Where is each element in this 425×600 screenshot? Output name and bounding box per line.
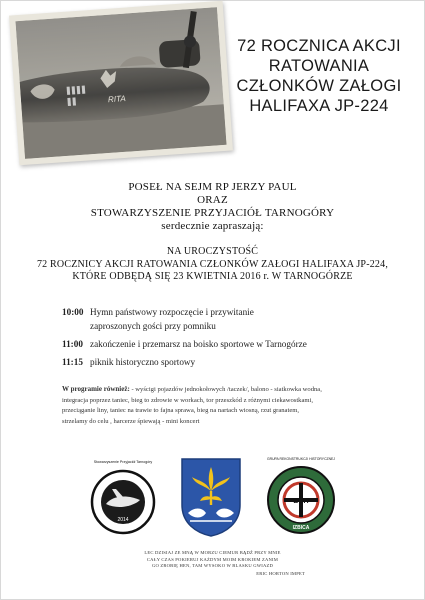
association-seal-logo [90, 460, 156, 535]
schedule-row [56, 338, 416, 352]
coat-of-arms-icon [180, 457, 242, 537]
quote-line-3: GO ZROBIĘ HEN, TAM WYSOKO W BLASKU GWIAZD [151, 563, 274, 568]
program-line-4: strzelamy do celu , harcerze śpiewają - mini koncert [62, 418, 200, 426]
coat-of-arms-logo [180, 457, 242, 537]
seal-icon [90, 469, 156, 535]
title-line-4: HALIFAXA JP-224 [249, 97, 389, 115]
logos-row [0, 455, 425, 545]
nose-art-text: RITA [107, 93, 127, 105]
reconstruction-ring-text: GRUPA REKONSTRUKCJI HISTORYCZNEJ [266, 457, 335, 461]
title-line-3: CZŁONKÓW ZAŁOGI [236, 77, 402, 95]
event-line-ceremony: NA UROCZYSTOŚĆ [166, 246, 259, 257]
schedule-desc: zaproszonych gości przy pomniku [90, 321, 216, 331]
quote-line-1: LEC DZISIAJ ZE MNĄ W MORZU CIEMUR BĄDŹ PRZY MNIE [144, 550, 281, 555]
closing-quote [120, 550, 305, 577]
seal-ring-text: Stowarzyszenie Przyjaciół Tarnogóry [93, 460, 153, 464]
reconstruction-letters: BCH [293, 498, 309, 505]
reconstruction-group-logo [266, 457, 336, 535]
schedule [56, 306, 416, 370]
seal-year: 2014 [117, 517, 129, 523]
title-line-2: RATOWANIA [268, 57, 370, 75]
invitation-line-and: ORAZ [197, 194, 228, 206]
poster-title [224, 36, 414, 116]
event-line-date: KTÓRE ODBĘDĄ SIĘ 23 KWIETNIA 2016 r. W TARNOGÓRZE [72, 271, 353, 282]
program-text [62, 384, 367, 428]
schedule-desc: Hymn państwowy rozpoczęcie i przywitanie [90, 307, 254, 317]
invitation-line-invite: serdecznie zapraszają: [161, 220, 264, 232]
event-line-anniversary: 72 ROCZNICY AKCJI RATOWANIA CZŁONKÓW ZAŁOGI HALIFAXA JP-224, [36, 258, 389, 270]
program-line-1: - wyścigi pojazdów jednokołowych /taczek/, balono - siatkowka wodna, [129, 386, 322, 393]
schedule-row [56, 320, 416, 334]
title-line-1: 72 ROCZNICA AKCJI [237, 37, 401, 55]
schedule-desc: piknik historyczno sportowy [90, 357, 196, 367]
halifax-photo [9, 1, 233, 166]
reconstruction-town: IZBICA [292, 525, 310, 531]
program-line-2: integracja poprzez taniec, bieg to zdrowie w workach, tor przeszkód z różnymi ciekawostkami, [62, 396, 314, 404]
schedule-time: 11:00 [62, 339, 83, 349]
quote-author: ERIC HORTON IMPET [256, 570, 305, 576]
schedule-time: 10:00 [62, 307, 84, 317]
quote-line-2: CAŁY CZAS POKIERUJ KAŻDYM MOIM KROKIEM ZANIM [146, 556, 279, 562]
schedule-desc: zakończenie i przemarsz na boisko sportowe w Tarnogórze [90, 339, 307, 349]
bomber-image [15, 7, 226, 159]
schedule-row [56, 306, 416, 320]
invitation-block [0, 181, 425, 233]
schedule-row [56, 356, 416, 370]
invitation-line-host: POSEŁ NA SEJM RP JERZY PAUL [128, 181, 297, 193]
schedule-time: 11:15 [62, 357, 83, 367]
reconstruction-seal-icon [266, 465, 336, 535]
invitation-line-association: STOWARZYSZENIE PRZYJACIÓŁ TARNOGÓRY [90, 207, 335, 219]
program-label: W programie również: [62, 385, 130, 393]
event-block [0, 246, 425, 284]
program-line-3: przeciąganie liny, taniec na trawie to fajna sprawa, bieg na nartach wiosną, rzut granatem, [62, 407, 300, 415]
